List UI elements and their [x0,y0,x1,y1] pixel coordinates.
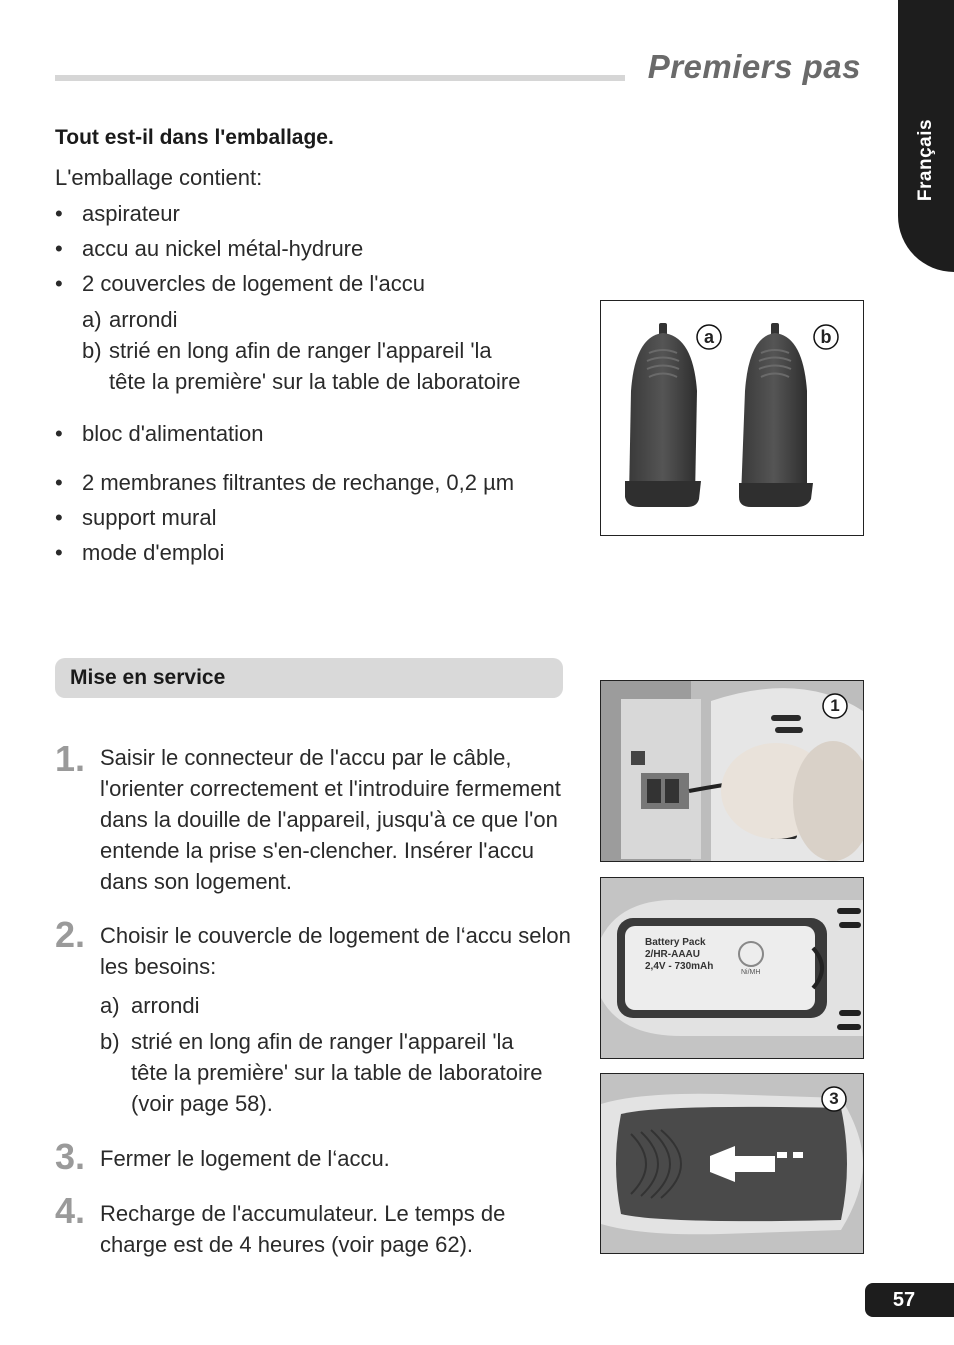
contents-heading: Tout est-il dans l'emballage. [55,126,334,149]
figure-label-b: b [820,327,832,347]
figure-label-a: a [703,327,714,347]
step-number: 4. [55,1190,86,1231]
figure-closing-cover [600,1073,864,1254]
contents-intro: L'emballage contient: [55,165,263,190]
figure-battery-compartment [600,877,864,1059]
step-number: 1. [55,738,86,779]
page-title: Premiers pas [647,48,861,85]
step-number: 2. [55,914,86,955]
page-number-tab [865,1283,954,1317]
header-rule [55,75,625,81]
step-number: 3. [55,1136,86,1177]
step-text: Saisir le connecteur de l'accu par le câble, l'orienter correctement et l'introduire fermement dans la douille de l'appareil, jusqu'à ce que l'on entende la prise s'en-clencher. Insérer l'accu dans son logement. [100,745,561,894]
battery-compartment-illustration [601,878,863,1058]
battery-chemistry: Ni/MH [741,969,761,976]
section-heading-bar [55,658,563,698]
step-text: Choisir le couvercle de logement de l‘accu selon les besoins: [100,923,571,979]
page-number: 57 [892,1289,916,1311]
service-heading: Mise en service [70,666,226,689]
step-text: Recharge de l'accumulateur. Le temps de charge est de 4 heures (voir page 62). [100,1201,506,1257]
figure-label-1: 1 [830,696,840,715]
step-text: Fermer le logement de l‘accu. [100,1146,390,1171]
language-tab [898,0,954,272]
battery-label: Battery Pack 2/HR-AAAU 2,4V - 730mAh [645,937,714,972]
language-tab-label: Français [915,118,936,202]
figure-connector [600,680,864,862]
figure-battery-covers [600,300,864,536]
figure-label-3: 3 [829,1089,839,1108]
